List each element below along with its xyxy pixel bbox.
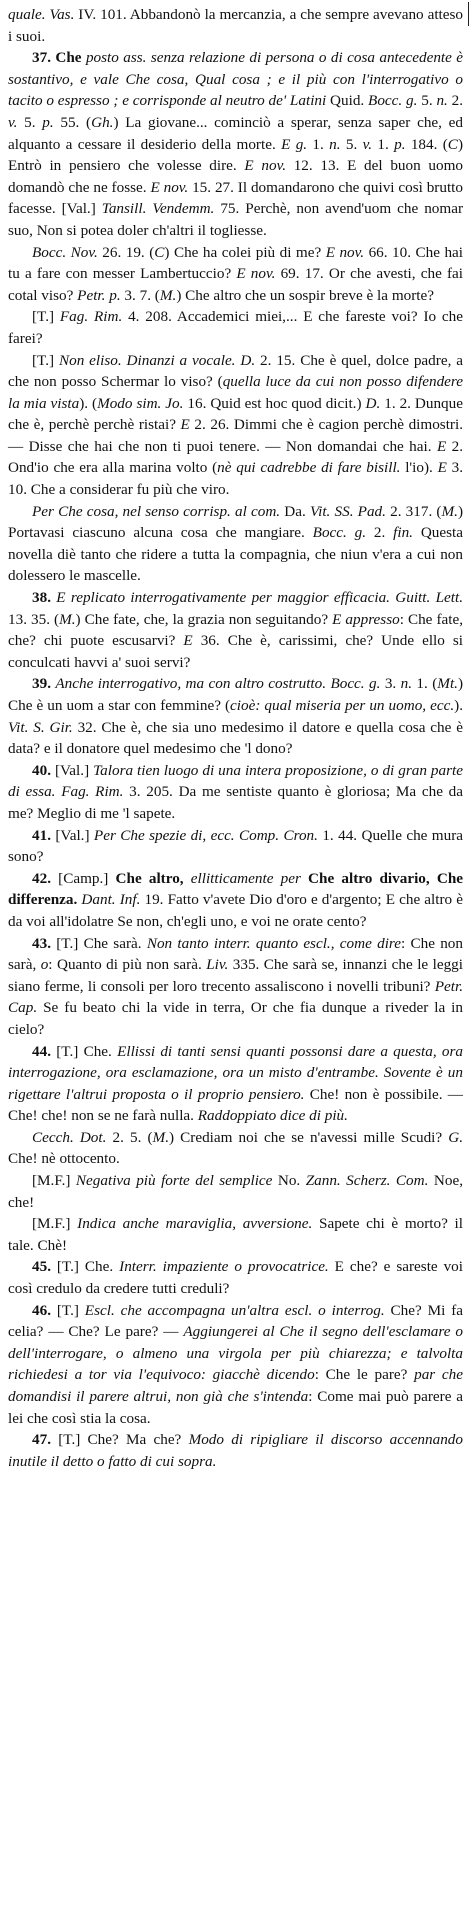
entry-paragraph: 41. [Val.] Per Che spezie di, ecc. Comp. Cron. 1. 44. Quelle che mura sono?: [8, 826, 464, 866]
entry-paragraph: 44. [T.] Che. Ellissi di tanti sensi quanti possonsi dare a questa, ora interrogazione, ora esclamazione, ora un misto d'entrambe. Sovente è un rigettare l'altrui proposta o il proprio pensiero. Che! non è possibile. — Che! che! non se ne farà nulla. Raddoppiato dice di più.: [8, 1042, 463, 1125]
entry-paragraph: [T.] Fag. Rim. 4. 208. Accademici miei,... E che fareste voi? Io che farei?: [8, 308, 464, 347]
entry-paragraph: [T.] Non eliso. Dinanzi a vocale. D. 2. 15. Che è quel, dolce padre, a che non posso Schermar lo viso? (quella luce da cui non posso difendere la mia vista). (Modo sim. Jo. 16. Quid est hoc quod dicit.) D. 1. 2. Dunque che è, perchè perchè ristai? E 2. 26. Dimmi che è cagion perchè dimostri. — Disse che hai che non ti puoi tenere. — Non domandai che hai. E 2. Ond'io che era alla marina volto (nè qui cadrebbe di fare bisill. l'io). E 3. 10. Che a considerar fu più che viro.: [8, 351, 464, 499]
entry-paragraph: Per Che cosa, nel senso corrisp. al com. Da. Vit. SS. Pad. 2. 317. (M.) Portavasi ciascuno alcuna cosa che mangiare. Bocc. g. 2. fin. Questa novella diè tanto che ridere a tutta la compagnia, che niun v'era a cui non dolessero le mascelle.: [8, 502, 464, 585]
entry-paragraph: quale. Vas. IV. 101. Abbandonò la mercanzia, a che sempre avevano atteso i suoi.: [8, 6, 464, 45]
entry-paragraph: 47. [T.] Che? Ma che? Modo di ripigliare il discorso accennando inutile il detto o fatto di cui sopra.: [8, 1431, 463, 1470]
text-column: [8, 4, 463, 1472]
entry-paragraph: [M.F.] Indica anche maraviglia, avversione. Sapete chi è morto? il tale. Chè!: [8, 1215, 463, 1254]
entry-paragraph: 39. Anche interrogativo, ma con altro costrutto. Bocc. g. 3. n. 1. (Mt.) Che è un uom a star con femmine? (cioè: qual miseria per un uomo, ecc.). Vit. S. Gir. 32. Che è, che sia uno medesimo il datore e quella cosa che è data? e il donatore quel medesimo che 'l dono?: [8, 675, 464, 758]
entry-paragraph: 43. [T.] Che sarà. Non tanto interr. quanto escl., come dire: Che non sarà, o: Quanto di più non sarà. Liv. 335. Che sarà se, innanzi che le leggi siano ferme, li consoli per loro trecento assaliscono i novelli tribuni? Petr. Cap. Se fu beato chi la vide in terra, Or che fia dunque a riveder la in cielo?: [8, 934, 463, 1038]
entry-paragraph: Cecch. Dot. 2. 5. (M.) Crediam noi che se n'avessi mille Scudi? G. Che! nè ottocento.: [8, 1128, 463, 1168]
entry-paragraph: 42. [Camp.] Che altro, ellitticamente per Che altro divario, Che differenza. Dant. Inf. 19. Fatto v'avete Dio d'oro e d'argento; E che altro è da voi all'idolatre Se non, ch'egli uno, e voi ne orate cento?: [8, 869, 464, 930]
entry-paragraph: 45. [T.] Che. Interr. impaziente o provocatrice. E che? e sareste voi così credulo da credere tutti creduli?: [8, 1258, 463, 1298]
entry-paragraph: 40. [Val.] Talora tien luogo di una intera proposizione, o di gran parte di essa. Fag. Rim. 3. 205. Da me sentiste quanto è gloriosa; Ma che da me? Meglio di me 'l sapete.: [8, 761, 464, 822]
entry-paragraph: 37. Che posto ass. senza relazione di persona o di cosa antecedente è sostantivo, e vale Che cosa, Qual cosa ; e il più con l'interrogativo o tacito o espresso ; e corrisponde al neutro de' Latini Quid. Bocc. g. 5. n. 2. v. 5. p. 55. (Gh.) La giovane... cominciò a sperar, senza saper che, ed alquanto a cessare il desiderio della morte. E g. 1. n. 5. v. 1. p. 184. (C) Entrò in pensiero che volesse dire. E nov. 12. 13. E del buon uomo domandò che ne fosse. E nov. 15. 27. Il domandarono che quivi così brutto facesse. [Val.] Tansill. Vendemm. 75. Perchè, non avend'uom che nomar suo, Non si potea doler ch'altri il togliesse.: [8, 49, 464, 239]
entry-paragraph: [M.F.] Negativa più forte del semplice No. Zann. Scherz. Com. Noe, che!: [8, 1172, 463, 1211]
entry-paragraph: Bocc. Nov. 26. 19. (C) Che ha colei più di me? E nov. 66. 10. Che hai tu a fare con messer Lambertuccio? E nov. 69. 17. Or che avesti, che fai cotal viso? Petr. p. 3. 7. (M.) Che altro che un sospir breve è la morte?: [8, 243, 464, 304]
entry-paragraph: 38. E replicato interrogativamente per maggior efficacia. Guitt. Lett. 13. 35. (M.) Che fate, che, la grazia non seguitando? E appresso: Che fate, che? chi puote escusarvi? E 36. Che è, carissimi, che? Unde ello si conculcati havvi a' suoi servi?: [8, 589, 464, 671]
entry-paragraph: 46. [T.] Escl. che accompagna un'altra escl. o interrog. Che? Mi fa celia? — Che? Le pare? — Aggiungerei al Che il segno dell'esclamare o dell'interrogare, o almeno una virgola per più chiarezza; e talvolta richiedesi a tor via l'equivoco: giacchè dicendo: Che le pare? par che domandisi il parere altrui, non già che s'intenda: Come mai può parere a lei che così stia la cosa.: [8, 1301, 464, 1427]
margin-rule: [468, 2, 469, 26]
